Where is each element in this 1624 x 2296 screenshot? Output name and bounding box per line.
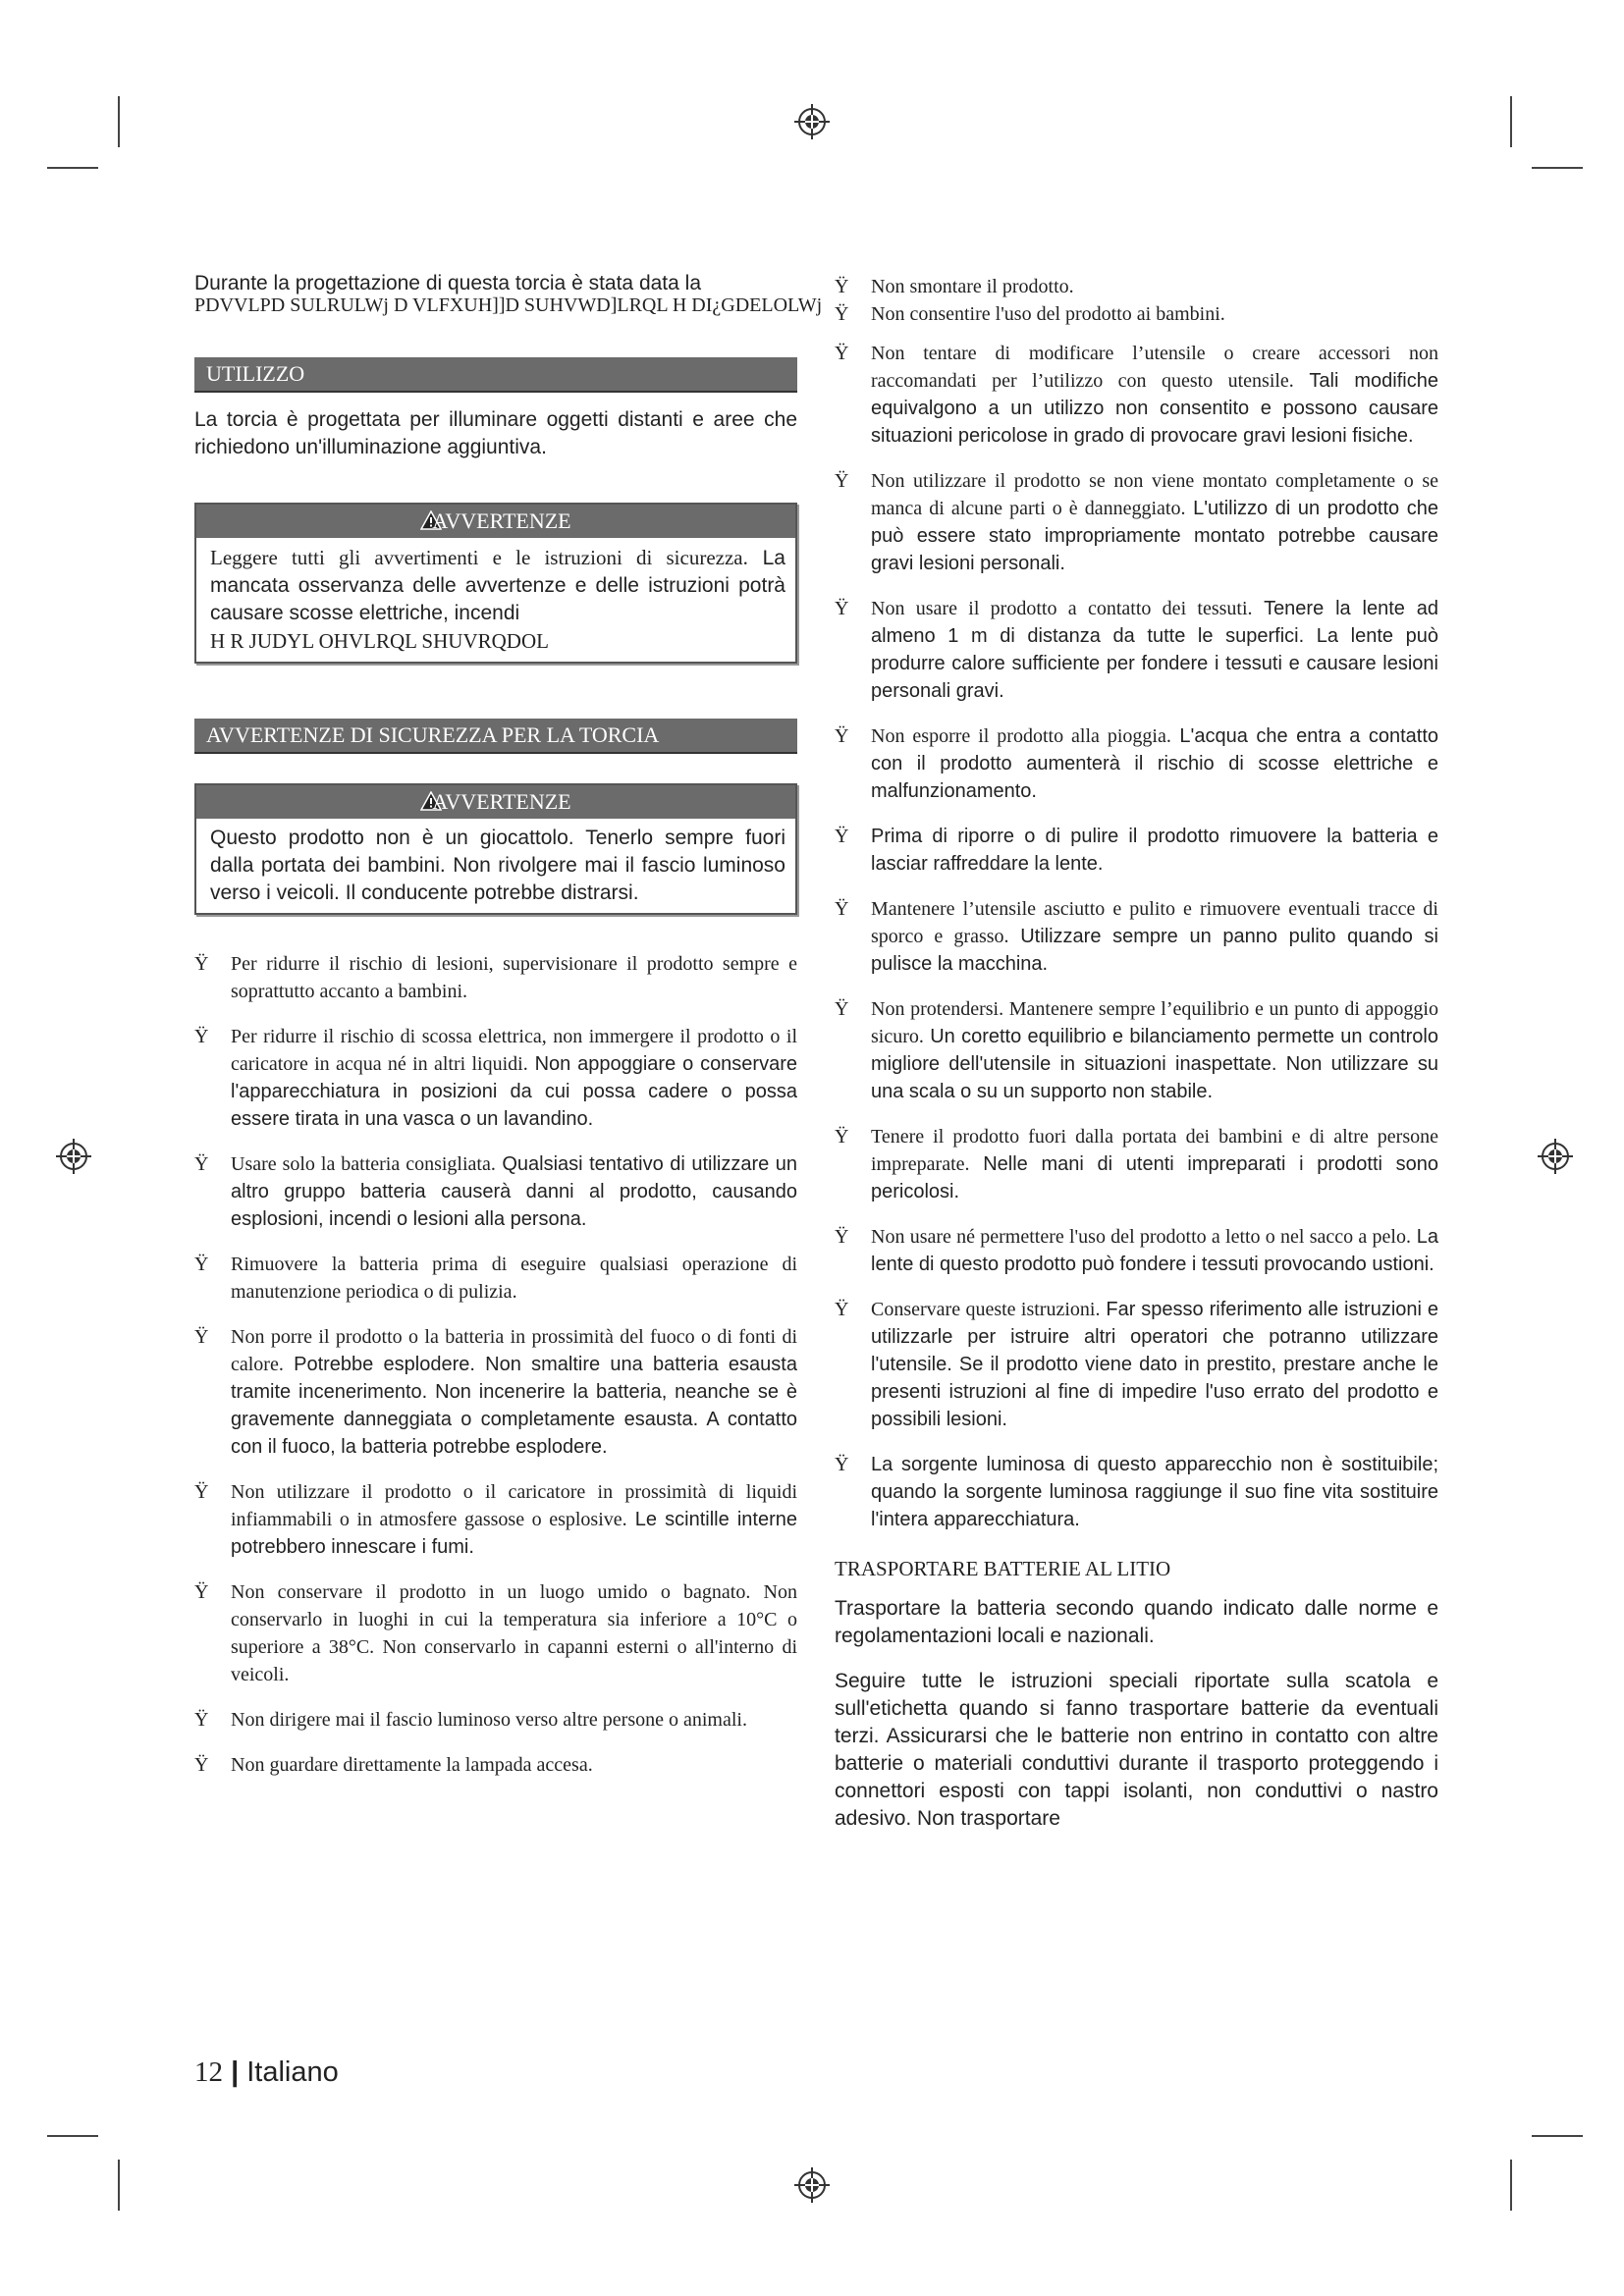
list-item: Ÿ Non esporre il prodotto alla pioggia. L'acqua che entra a contatto con il prodotto aumenterà il rischio di scosse elettriche e malfunzionamento. — [835, 725, 1439, 802]
warning-header — [196, 505, 795, 538]
list-item: Ÿ Per ridurre il rischio di scossa elettrica, non immergere il prodotto o il caricatore in acqua né in altri liquidi. Non appoggiare o conservare l'apparecchiatura in posizioni da cui possa cadere o possa essere tirata in una vasca o un lavandino. — [194, 1026, 797, 1130]
list-item: Ÿ Non usare il prodotto a contatto dei tessuti. Tenere la lente ad almeno 1 m di distanza da tutte le superfici. La lente può produrre calore sufficiente per fondere i tessuti e causare lesioni personali gravi. — [835, 598, 1438, 702]
registration-mark-icon — [794, 2167, 830, 2203]
warning-text: La mancata osservanza delle avvertenze e delle istruzioni potrà causare scosse elettriche, incendi — [210, 547, 785, 624]
warning-body-2: Questo prodotto non è un giocattolo. Tenerlo sempre fuori dalla portata dei bambini. Non rivolgere mai il fascio luminoso verso i veicoli. Il conducente potrebbe distrarsi. — [210, 827, 785, 904]
left-column — [194, 272, 823, 1796]
utilizzo-header: UTILIZZO — [194, 357, 797, 393]
list-item: Ÿ Non dirigere mai il fascio luminoso verso altre persone o animali. — [194, 1709, 747, 1731]
list-item: Ÿ Non porre il prodotto o la batteria in prossimità del fuoco o di fonti di calore. Potrebbe esplodere. Non smaltire una batteria esausta tramite incenerimento. Non incenerire la batteria, neanche se è gravemente danneggiata o completamente esausta. A contatto con il fuoco, la batteria potrebbe esplodere. — [194, 1326, 797, 1458]
list-item: Ÿ Non conservare il prodotto in un luogo umido o bagnato. Non conservarlo in luoghi in cui la temperatura sia inferiore a 10°C o superiore a 38°C. Non conservarlo in capanni esterni o all'interno di veicoli. — [194, 1581, 797, 1685]
registration-mark-icon — [1538, 1139, 1573, 1174]
warning-text-serif: Leggere tutti gli avvertimenti e le istruzioni di sicurezza. — [210, 546, 748, 569]
intro-line: Durante la progettazione di questa torcia è stata data la — [194, 272, 701, 294]
list-item: Ÿ Usare solo la batteria consigliata. Qualsiasi tentativo di utilizzare un altro gruppo batteria causerà danni al prodotto, causando esplosioni, incendi o lesioni alla persona. — [194, 1153, 797, 1230]
transport-heading: TRASPORTARE BATTERIE AL LITIO — [835, 1557, 1171, 1580]
warning-text-garbled: H R JUDYL OHVLRQL SHUVRQDOL — [210, 629, 549, 653]
crop-mark — [47, 167, 98, 169]
list-item: Ÿ Non protendersi. Mantenere sempre l’equilibrio e un punto di appoggio sicuro. Un coretto equilibrio e bilanciamento permette un controlo migliore dell'utensile in situazioni inaspettate. Non utilizzare su una scala o su un supporto non stabile. — [835, 998, 1438, 1102]
warning-header-2 — [196, 785, 795, 819]
crop-mark — [1510, 2160, 1512, 2211]
registration-mark-icon — [794, 104, 830, 139]
list-item: Ÿ Non smontare il prodotto. — [835, 276, 1074, 297]
page-footer — [194, 2056, 339, 2089]
warning-body — [196, 538, 795, 662]
footer-language: Italiano — [246, 2056, 339, 2088]
transport-paragraph: Seguire tutte le istruzioni speciali riportate sulla scatola e sull'etichetta quando si fanno trasportare batterie da eventuali terzi. Assicurarsi che le batterie non entrino in contatto con altre batterie o materiali conduttivi durante il trasporto proteggendo i connettori esposti con tappi isolanti, non conduttivi o nastro adesivo. Non trasportare — [835, 1670, 1438, 1830]
list-item: Ÿ Non consentire l'uso del prodotto ai bambini. — [835, 303, 1225, 325]
list-item: Ÿ La sorgente luminosa di questo apparecchio non è sostituibile; quando la sorgente luminosa raggiunge il suo fine vita sostituire l'intera apparecchiatura. — [835, 1454, 1438, 1530]
right-safety-list — [835, 273, 1438, 1533]
crop-mark — [1532, 167, 1583, 169]
list-item: Ÿ Non usare né permettere l'uso del prodotto a letto o nel sacco a pelo. La lente di questo prodotto può fondere i tessuti provocando ustioni. — [835, 1226, 1439, 1275]
list-item: Ÿ Non tentare di modificare l’utensile o creare accessori non raccomandati per l’utilizzo con questo utensile. Tali modifiche equivalgono a un utilizzo non consentito e possono causare situazioni pericolose in grado di provocare gravi lesioni fisiche. — [835, 343, 1438, 447]
crop-mark — [118, 96, 120, 147]
warning-box-2 — [194, 783, 797, 915]
right-column — [835, 273, 1438, 1833]
list-item: Ÿ Conservare queste istruzioni. Far spesso riferimento alle istruzioni e utilizzarle per istruire altri operatori che potranno utilizzare l'utensile. Se il prodotto viene dato in prestito, prestare anche le presenti istruzioni al fine di impedire l'uso errato del prodotto e possibili lesioni. — [835, 1299, 1438, 1430]
list-item: Ÿ Mantenere l’utensile asciutto e pulito e rimuovere eventuali tracce di sporco e grasso. Utilizzare sempre un panno pulito quando si pulisce la macchina. — [835, 898, 1438, 975]
safety-header: AVVERTENZE DI SICUREZZA PER LA TORCIA — [194, 719, 797, 754]
intro-line-garbled: PDVVLPD SULRULWj D VLFXUH]]D SUHVWD]LRQL H DI¿GDELOLWj — [194, 294, 823, 316]
warning-box — [194, 503, 797, 664]
utilizzo-text: La torcia è progettata per illuminare oggetti distanti e aree che richiedono un'illuminazione aggiuntiva. — [194, 408, 797, 458]
list-item: Ÿ Non utilizzare il prodotto o il caricatore in prossimità di liquidi infiammabili o in atmosfere gassose o esplosive. Le scintille interne potrebbero innescare i fumi. — [194, 1481, 797, 1558]
registration-mark-icon — [56, 1139, 91, 1174]
list-item: Ÿ Per ridurre il rischio di lesioni, supervisionare il prodotto sempre e soprattutto accanto a bambini. — [194, 953, 797, 1002]
footer-separator: | — [231, 2056, 240, 2088]
warning-header-text: AVVERTENZE — [432, 508, 571, 533]
crop-mark — [1532, 2135, 1583, 2137]
list-item: Ÿ Non guardare direttamente la lampada accesa. — [194, 1754, 593, 1776]
crop-mark — [1510, 96, 1512, 147]
transport-paragraph: Trasportare la batteria secondo quando indicato dalle norme e regolamentazioni locali e nazionali. — [835, 1597, 1438, 1647]
list-item: Ÿ Non utilizzare il prodotto se non viene montato completamente o se manca di alcune parti o è danneggiato. L'utilizzo di un prodotto che può essere stato impropriamente montato potrebbe causare gravi lesioni personali. — [835, 470, 1439, 574]
list-item: Ÿ Rimuovere la batteria prima di eseguire qualsiasi operazione di manutenzione periodica o di pulizia. — [194, 1254, 797, 1303]
crop-mark — [47, 2135, 98, 2137]
crop-mark — [118, 2160, 120, 2211]
list-item: Ÿ Tenere il prodotto fuori dalla portata dei bambini e di altre persone impreparate. Nelle mani di utenti impreparati i prodotti sono pericolosi. — [835, 1126, 1439, 1202]
list-item: Ÿ Prima di riporre o di pulire il prodotto rimuovere la batteria e lasciar raffreddare la lente. — [835, 826, 1438, 875]
left-safety-list — [194, 950, 797, 1779]
page-number: 12 — [194, 2056, 223, 2088]
warning-header-text: AVVERTENZE — [432, 789, 571, 814]
